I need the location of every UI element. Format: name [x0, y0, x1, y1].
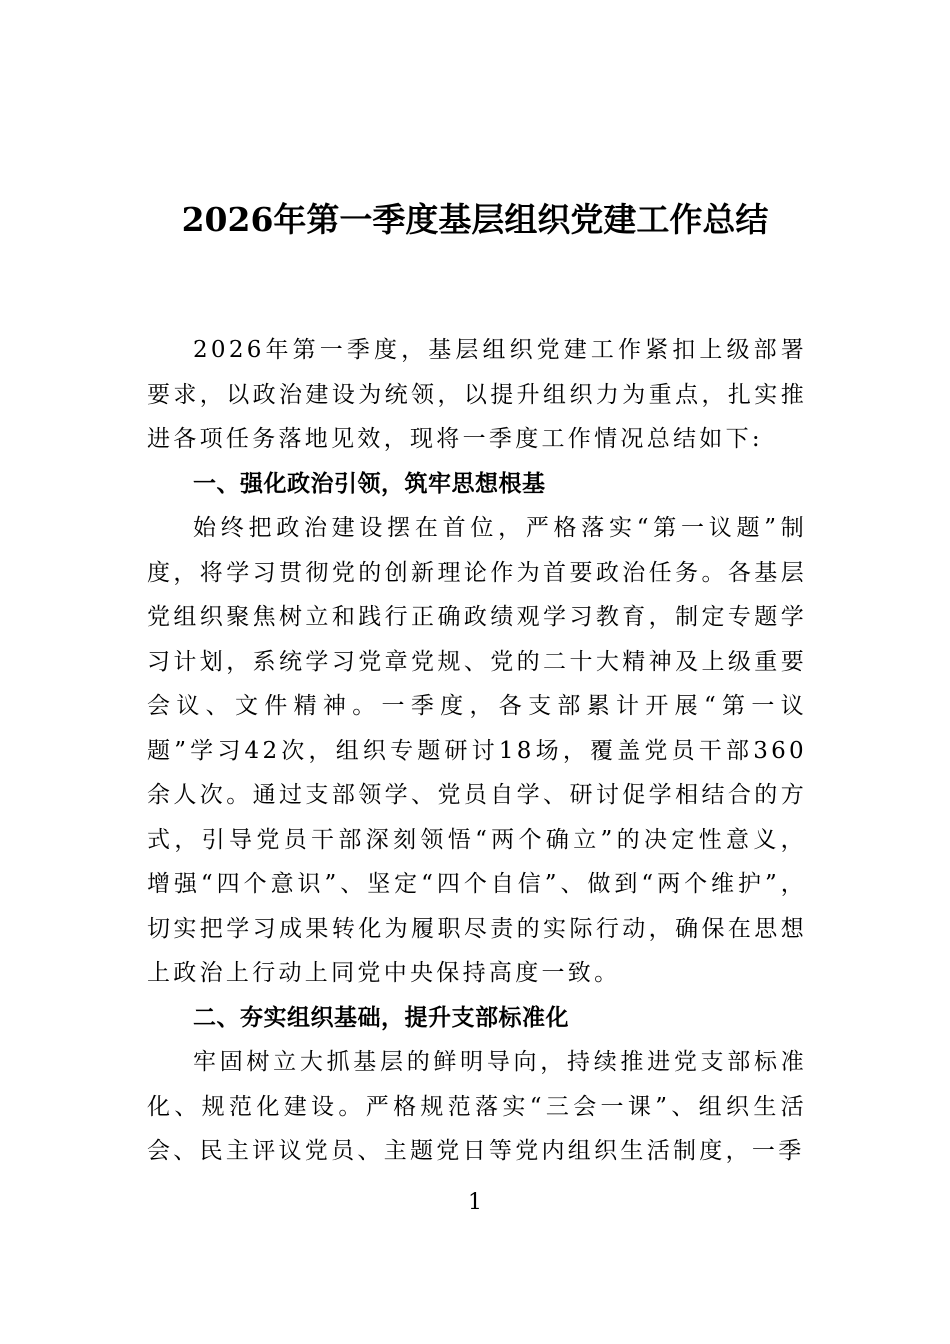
section-heading-1: 一、强化政治引领，筑牢思想根基: [193, 470, 546, 497]
document-title: 2026年第一季度基层组织党建工作总结: [181, 200, 769, 239]
intro-paragraph: 2026年第一季度，基层组织党建工作紧扣上级部署要求，以政治建设为统领，以提升组织力为重点，扎实推进各项任务落地见效，现将一季度工作情况总结如下:: [147, 337, 807, 452]
section-heading-2: 二、夯实组织基础，提升支部标准化: [193, 1004, 569, 1031]
page-number: 1: [468, 1190, 482, 1215]
document-body: [147, 328, 807, 1174]
section-paragraph-1: 始终把政治建设摆在首位，严格落实“第一议题”制度，将学习贯彻党的创新理论作为首要政治任务。各基层党组织聚焦树立和践行正确政绩观学习教育，制定专题学习计划，系统学习党章党规、党的二十大精神及上级重要会议、文件精神。一季度，各支部累计开展“第一议题”学习42次，组织专题研讨18场，覆盖党员干部360余人次。通过支部领学、党员自学、研讨促学相结合的方式，引导党员干部深刻领悟“两个确立”的决定性意义，增强“四个意识”、坚定“四个自信”、做到“两个维护”，切实把学习成果转化为履职尽责的实际行动，确保在思想上政治上行动上同党中央保持高度一致。: [147, 515, 807, 986]
section-paragraph-2: 牢固树立大抓基层的鲜明导向，持续推进党支部标准化、规范化建设。严格规范落实“三会一课”、组织生活会、民主评议党员、主题党日等党内组织生活制度，一季: [147, 1049, 807, 1164]
